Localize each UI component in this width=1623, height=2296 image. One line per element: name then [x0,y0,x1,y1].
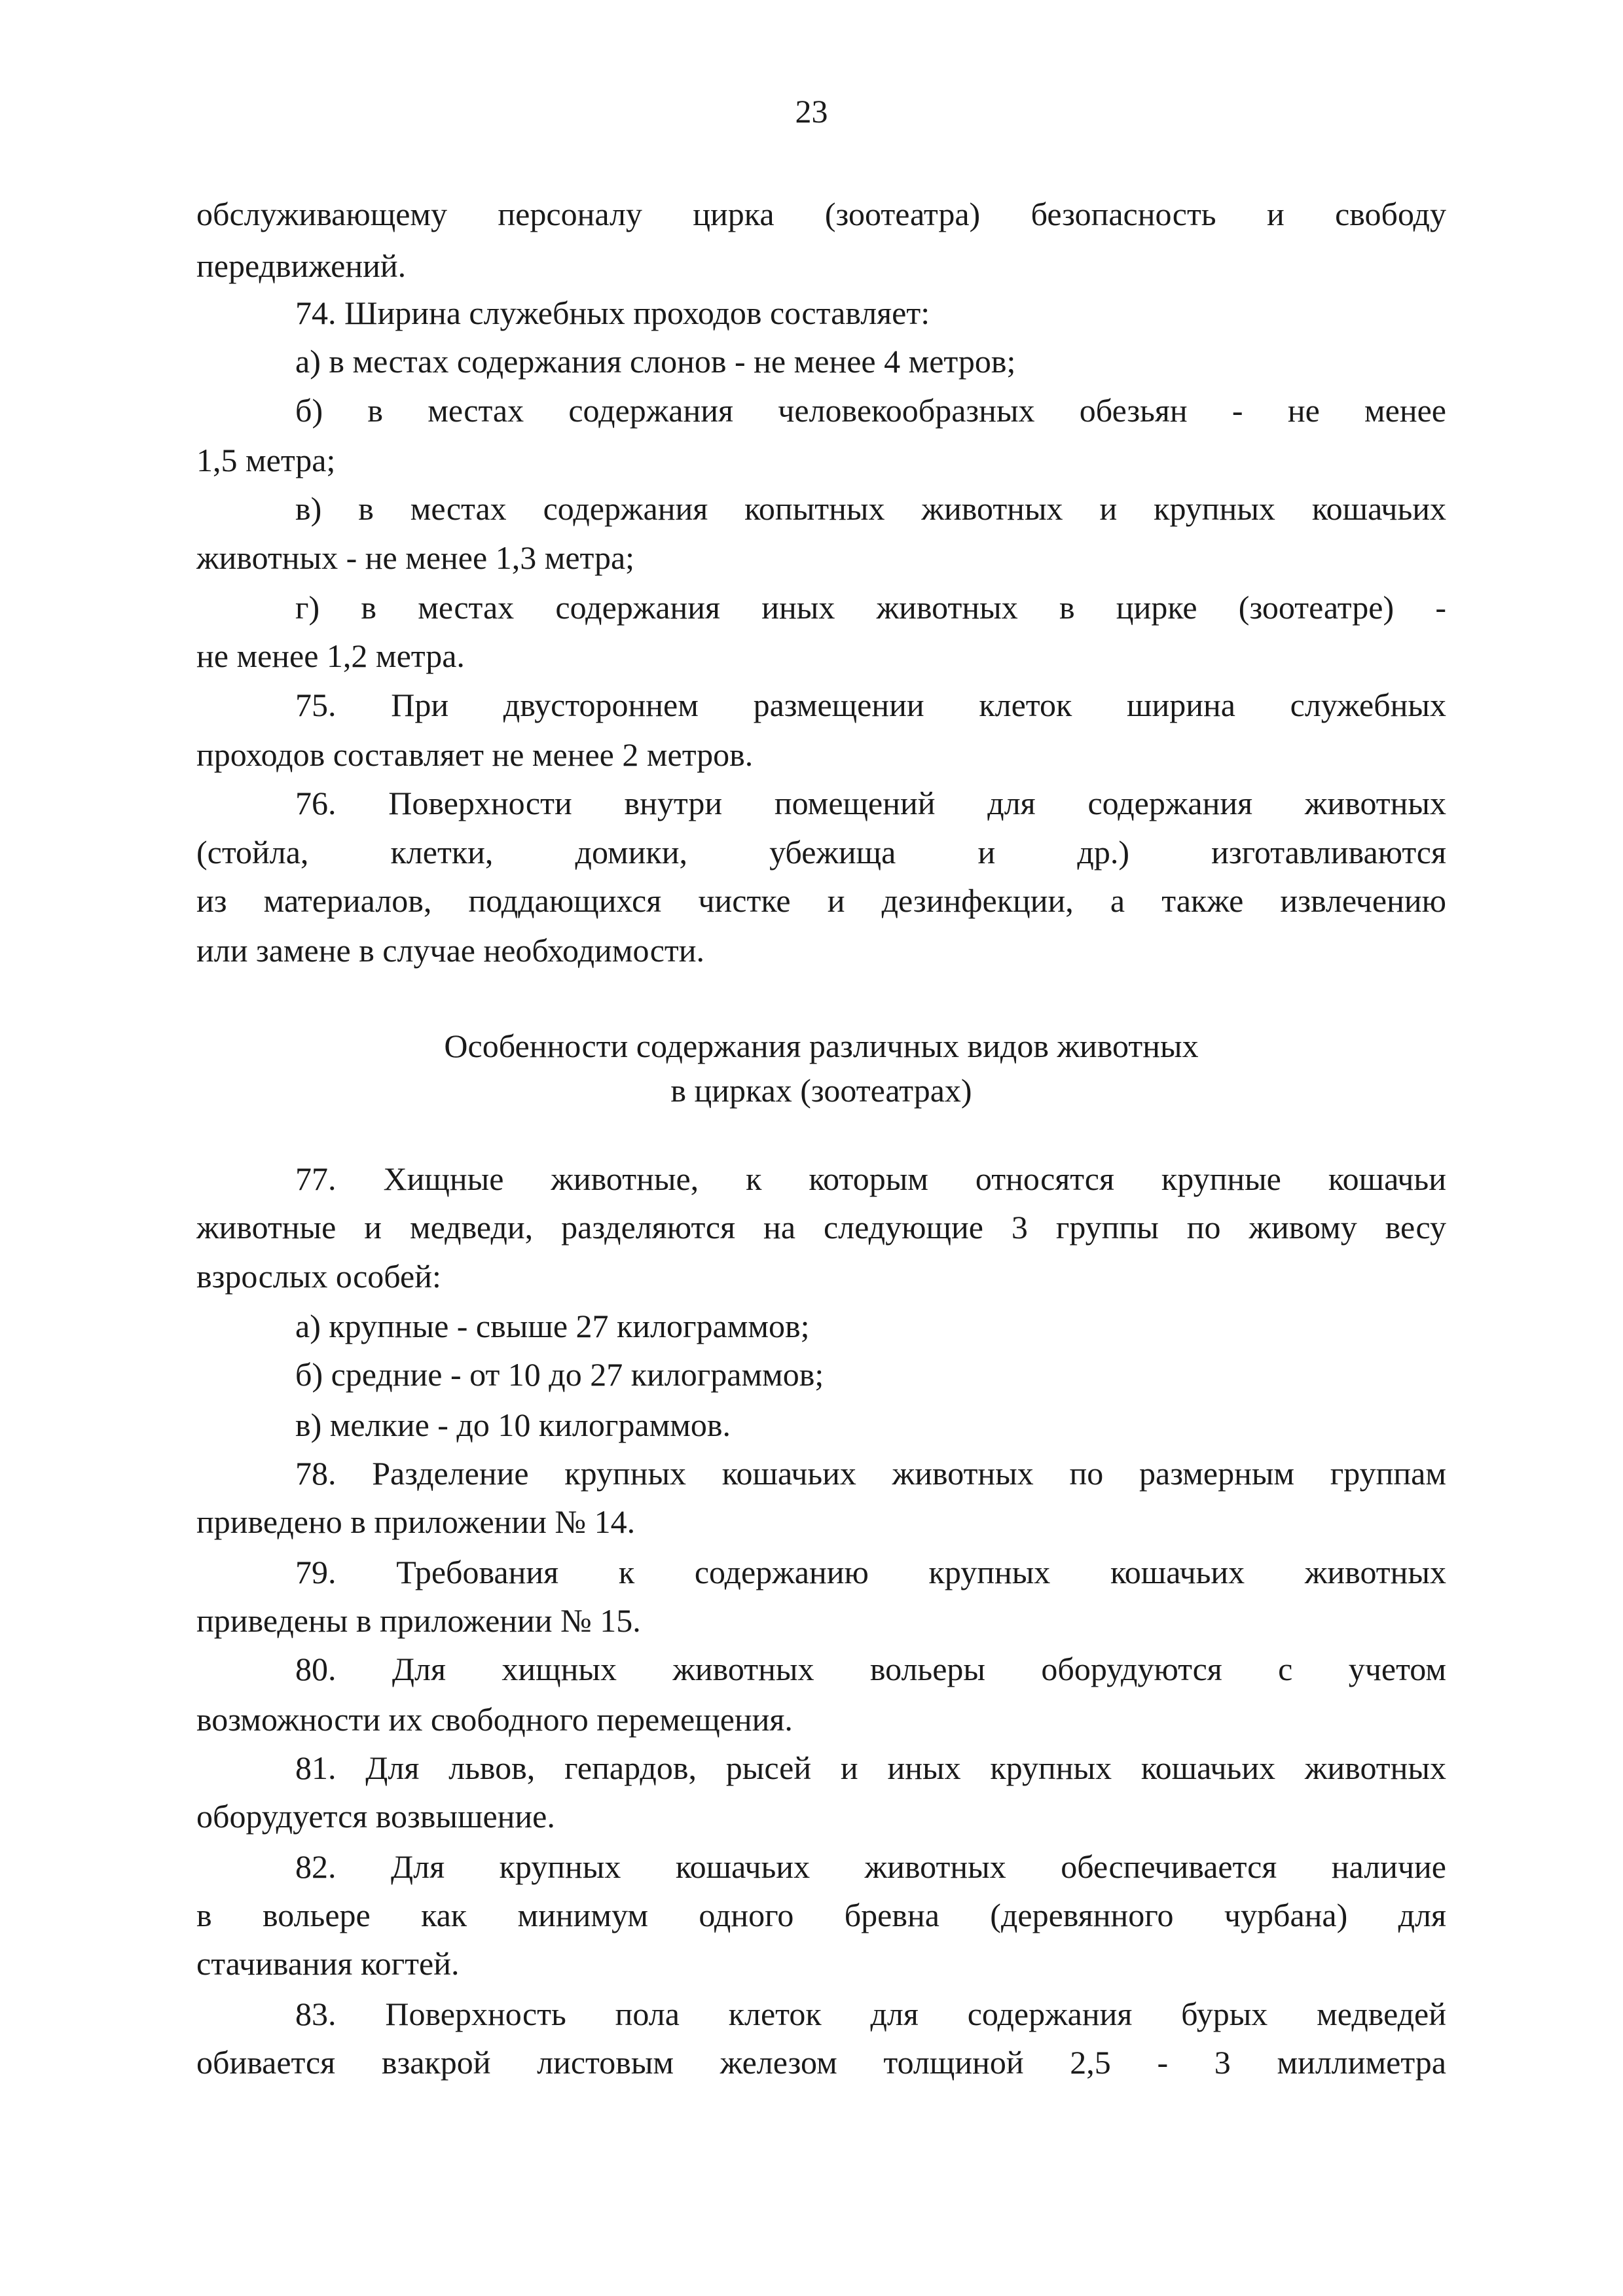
text-line: или замене в случае необходимости. [196,932,705,969]
text-line: приведено в приложении № 14. [196,1503,636,1540]
text-line: в) в местах содержания копытных животных и крупных кошачьих [295,490,1446,527]
clause-74: 74. Ширина служебных проходов составляет: [295,295,930,331]
clause-79: 79. Требования к содержанию крупных кошачьих животных [295,1554,1446,1590]
clause-81: 81. Для львов, гепардов, рысей и иных крупных кошачьих животных [295,1749,1446,1786]
text-line: а) в местах содержания слонов - не менее 4 метров; [295,343,1016,380]
clause-76: 76. Поверхности внутри помещений для содержания животных [295,785,1446,821]
text-line: животных - не менее 1,3 метра; [196,539,635,576]
clause-82: 82. Для крупных кошачьих животных обеспечивается наличие [295,1848,1446,1885]
text-line: б) средние - от 10 до 27 килограммов; [295,1356,824,1393]
text-line: (стойла, клетки, домики, убежища и др.) изготавливаются [196,834,1446,870]
text-line: б) в местах содержания человекообразных обезьян - не менее [295,392,1446,429]
text-line: не менее 1,2 метра. [196,637,465,674]
text-line: 1,5 метра; [196,442,336,478]
text-line: оборудуется возвышение. [196,1798,555,1835]
text-line: стачивания когтей. [196,1945,460,1982]
clause-77: 77. Хищные животные, к которым относятся крупные кошачьи [295,1160,1446,1197]
text-line: возможности их свободного перемещения. [196,1701,793,1738]
text-line: обивается взакрой листовым железом толщиной 2,5 - 3 миллиметра [196,2044,1446,2081]
page-number: 23 [795,93,828,130]
text-line: в) мелкие - до 10 килограммов. [295,1407,731,1443]
clause-78: 78. Разделение крупных кошачьих животных по размерным группам [295,1455,1446,1492]
text-line: приведены в приложении № 15. [196,1602,641,1639]
clause-75: 75. При двустороннем размещении клеток ширина служебных [295,687,1446,723]
text-line: а) крупные - свыше 27 килограммов; [295,1308,810,1344]
text-line: обслуживающему персоналу цирка (зоотеатра) безопасность и свободу [196,196,1446,232]
section-heading: Особенности содержания различных видов животных [444,1028,1199,1064]
text-line: г) в местах содержания иных животных в цирке (зоотеатре) - [295,589,1446,626]
clause-80: 80. Для хищных животных вольеры оборудуются с учетом [295,1651,1446,1687]
text-line: взрослых особей: [196,1258,441,1295]
text-line: в вольере как минимум одного бревна (деревянного чурбана) для [196,1897,1446,1933]
section-heading: в цирках (зоотеатрах) [670,1072,972,1109]
clause-83: 83. Поверхность пола клеток для содержания бурых медведей [295,1996,1446,2032]
text-line: проходов составляет не менее 2 метров. [196,736,754,773]
text-line: из материалов, поддающихся чистке и дезинфекции, а также извлечению [196,882,1446,919]
text-line: животные и медведи, разделяются на следующие 3 группы по живому весу [196,1209,1446,1246]
text-line: передвижений. [196,247,407,284]
